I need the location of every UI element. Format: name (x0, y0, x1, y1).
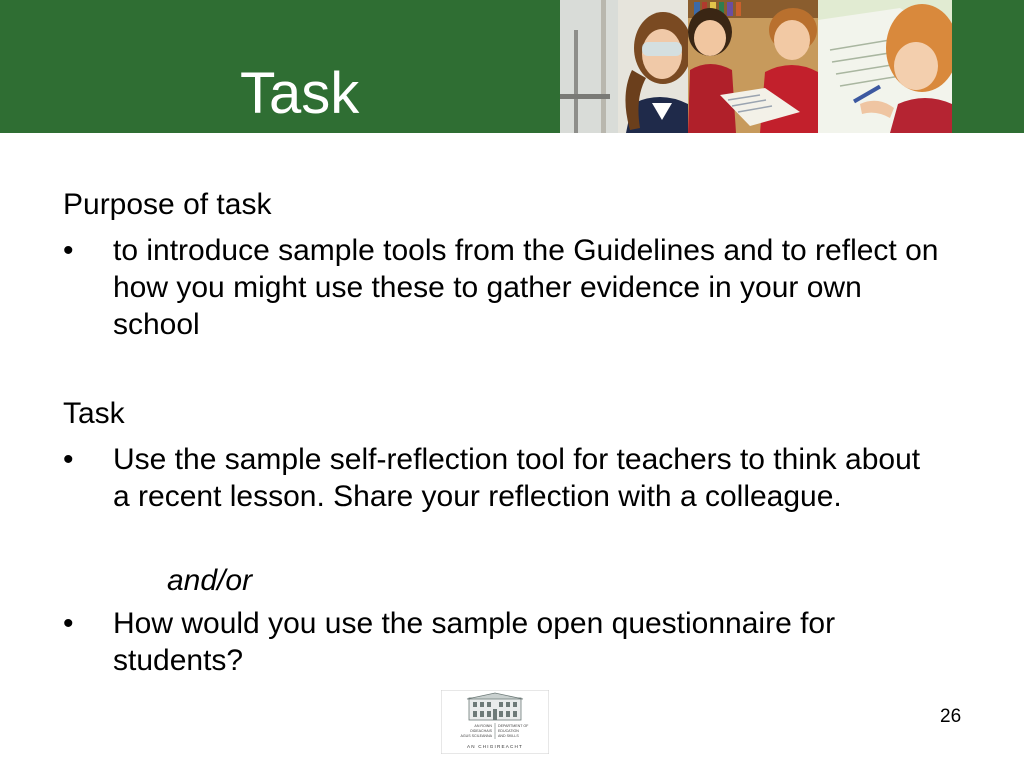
photo-writing (818, 0, 952, 133)
photo-reading (688, 0, 818, 133)
task-bullet-2 (63, 605, 963, 680)
photo-lab (560, 0, 692, 133)
logo-text-en-1: DEPARTMENT OF (498, 724, 529, 728)
header-banner (0, 0, 1024, 133)
bullet-marker: • (63, 607, 74, 640)
task-bullet-2-text: How would you use the sample open questionnaire for students? (113, 607, 836, 677)
purpose-bullet-text: to introduce sample tools from the Guidelines and to reflect on how you might use these to gather evidence in your own school (113, 234, 939, 341)
department-crest-logo (441, 690, 549, 754)
logo-text-ga-1: AN ROINN (474, 724, 492, 728)
logo-text-en-2: EDUCATION (498, 729, 519, 733)
task-bullet-1 (63, 441, 963, 553)
task-heading: Task (63, 397, 125, 430)
classroom-photo-strip (560, 0, 952, 133)
purpose-bullet (63, 232, 963, 344)
logo-text-inspectorate: AN CHIGIREACHT (466, 744, 524, 749)
bullet-marker: • (63, 443, 74, 476)
bullet-marker: • (63, 234, 74, 267)
page-number: 26 (940, 706, 962, 727)
and-or-connector: and/or (167, 564, 253, 597)
slide-title: Task (240, 61, 360, 126)
logo-text-ga-3: AGUS SCILEANNA (460, 734, 492, 738)
logo-text-ga-2: OIDEACHAIS (469, 729, 492, 733)
logo-text-en-3: AND SKILLS (498, 734, 519, 738)
purpose-heading: Purpose of task (63, 188, 272, 221)
task-bullet-1-text: Use the sample self-reflection tool for teachers to think about a recent lesson. Share your reflection with a colleague. (113, 443, 921, 513)
